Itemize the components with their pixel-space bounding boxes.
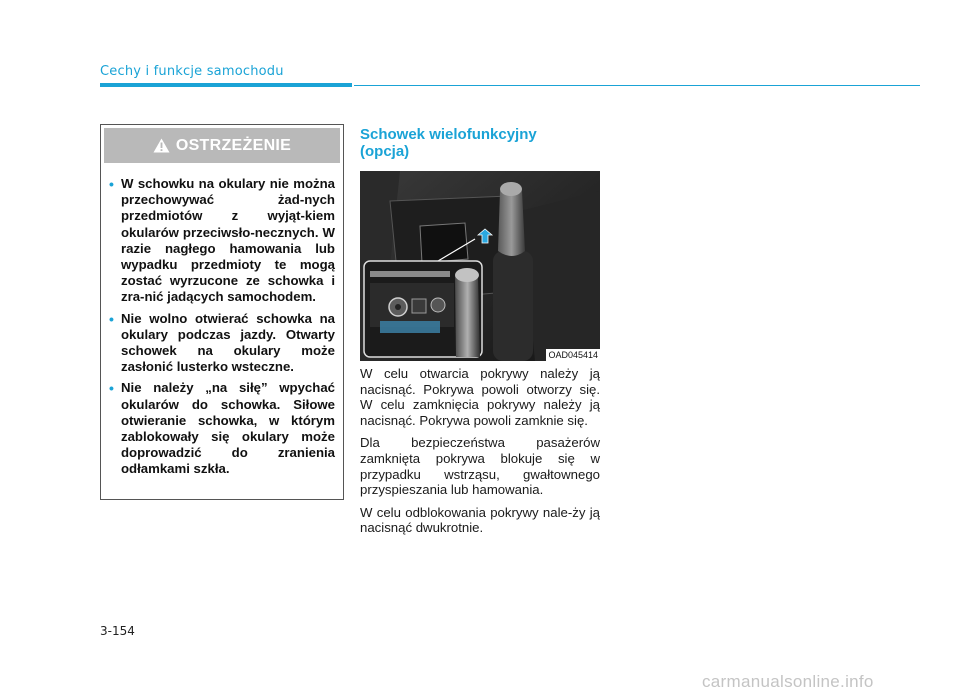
header-rule [354,85,920,86]
header-accent-bar [100,83,352,87]
page-number: 3-154 [100,624,135,638]
warning-item: • Nie należy „na siłę” wpychać okularów do schowka. Siłowe otwieranie schowka, w którym zablokowały się okulary może doprowadzić do zranienia odłamkami szkła. [109,380,335,477]
bullet-icon: • [109,310,114,327]
console-photo [360,171,600,361]
warning-box [100,124,344,500]
warning-list [101,166,343,478]
bullet-icon: • [109,176,114,192]
section-heading [360,126,600,160]
section-heading-line1: Schowek wielofunkcyjny [360,126,537,143]
section-body [360,366,600,543]
section-title: Cechy i funkcje samochodu [100,64,284,79]
warning-triangle-icon [153,138,170,153]
section-heading-line2: (opcja) [360,143,410,160]
image-code: OAD045414 [548,350,598,360]
bullet-icon: • [109,380,114,397]
warning-title: OSTRZEŻENIE [175,136,292,154]
warning-header [104,128,340,163]
paragraph: W celu otwarcia pokrywy należy ją nacisnąć. Pokrywa powoli otworzy się. W celu zamknięcia pokrywy należy ją nacisnąć. Pokrywa powoli zamknie się. [360,366,600,428]
warning-item: • Nie wolno otwierać schowka na okulary podczas jazdy. Otwarty schowek na okulary może zasłonić lusterko wsteczne. [109,310,335,375]
watermark: carmanualsonline.info [702,672,874,691]
paragraph: Dla bezpieczeństwa pasażerów zamknięta pokrywa blokuje się w przypadku wstrząsu, gwałtownego przyspieszania lub hamowania. [360,435,600,498]
console-illustration [360,171,600,361]
paragraph: W celu odblokowania pokrywy nale-ży ją nacisnąć dwukrotnie. [360,504,600,536]
warning-item: • W schowku na okulary nie można przechowywać żad-nych przedmiotów z wyjąt-kiem okularów przeciwsło-necznych. W razie nagłego hamowania lub wypadku przedmioty te mogą zostać wyrzucone ze schowka i zra-nić jadących samochodem. [109,176,335,305]
